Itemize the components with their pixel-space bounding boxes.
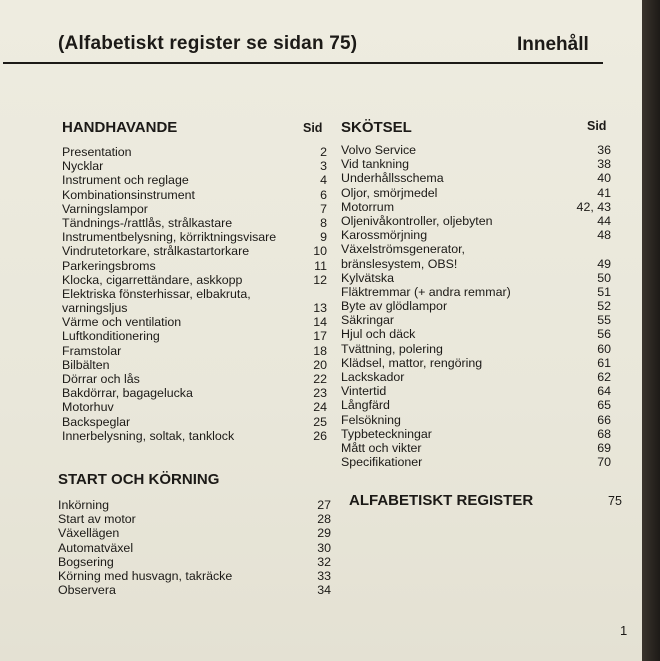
toc-entry <box>341 214 611 228</box>
toc-entry-label: Varningslampor <box>62 201 148 216</box>
sid-header-left: Sid <box>303 121 323 135</box>
toc-entry <box>341 313 611 327</box>
toc-entry-label: Oljor, smörjmedel <box>341 185 438 200</box>
toc-entry-label: Långfärd <box>341 398 390 413</box>
toc-entry-label: Instrument och reglage <box>62 173 189 188</box>
toc-entry-page: 29 <box>317 526 331 541</box>
toc-entry-label: Kombinationsinstrument <box>62 187 195 202</box>
toc-entry <box>341 285 611 299</box>
toc-entry-page: 52 <box>597 299 611 314</box>
toc-entry-page: 62 <box>597 370 611 385</box>
toc-entry-label: Backspeglar <box>62 414 131 429</box>
toc-entry-page: 70 <box>597 455 611 470</box>
toc-entry <box>62 145 327 159</box>
section-title-start: START OCH KÖRNING <box>58 471 220 488</box>
toc-entry-label: Klädsel, mattor, rengöring <box>341 355 483 370</box>
toc-entry <box>62 173 327 187</box>
toc-entry-label: Körning med husvagn, takräcke <box>58 568 233 583</box>
toc-entry <box>341 242 611 270</box>
toc-entry-label: Bilbälten <box>62 357 110 372</box>
toc-entry-label: Tvättning, polering <box>341 341 443 356</box>
toc-entry-page: 44 <box>597 213 611 228</box>
toc-list-skotsel <box>341 143 611 469</box>
toc-entry-label: Vindrutetorkare, strålkastartorkare <box>62 244 250 259</box>
page-number: 1 <box>620 623 628 638</box>
toc-entry-page: 24 <box>313 400 327 415</box>
toc-entry-label: Innerbelysning, soltak, tanklock <box>62 428 235 443</box>
toc-entry-page: 8 <box>320 215 327 230</box>
toc-entry-label: Dörrar och lås <box>62 372 140 387</box>
toc-entry <box>62 259 327 273</box>
toc-entry <box>62 315 327 329</box>
toc-entry-label: Framstolar <box>62 343 122 358</box>
toc-entry-page: 7 <box>320 201 327 216</box>
toc-entry-page: 20 <box>313 357 327 372</box>
toc-entry-page: 30 <box>317 540 331 555</box>
toc-entry-label: Bogsering <box>58 554 114 569</box>
toc-entry <box>62 400 327 414</box>
toc-entry-page: 17 <box>313 329 327 344</box>
toc-entry <box>341 200 611 214</box>
toc-entry <box>62 386 327 400</box>
toc-entry <box>58 541 331 555</box>
toc-entry-label: Instrumentbelysning, körriktningsvisare <box>62 230 277 245</box>
section-title-handhavande: HANDHAVANDE <box>62 119 178 136</box>
toc-entry-label: Hjul och däck <box>341 327 416 342</box>
toc-entry <box>341 398 611 412</box>
toc-entry-page: 33 <box>317 568 331 583</box>
toc-entry-label: Mått och vikter <box>341 440 422 455</box>
toc-entry <box>58 526 331 540</box>
toc-entry-label: Vid tankning <box>341 157 409 172</box>
toc-entry-label: Elektriska fönsterhissar, elbakruta, varningsljus <box>62 286 251 316</box>
toc-entry-page: 64 <box>597 384 611 399</box>
toc-entry-page: 12 <box>313 272 327 287</box>
toc-entry-page: 3 <box>320 159 327 174</box>
toc-list-handhavande <box>62 145 327 443</box>
toc-entry-page: 36 <box>597 143 611 157</box>
toc-entry <box>341 370 611 384</box>
toc-entry-page: 4 <box>320 173 327 188</box>
toc-entry <box>62 230 327 244</box>
toc-entry-page: 26 <box>313 428 327 443</box>
toc-entry-page: 50 <box>597 270 611 285</box>
toc-entry-label: Motorhuv <box>62 400 114 415</box>
background-edge <box>642 0 660 661</box>
toc-entry <box>62 429 327 443</box>
toc-entry <box>341 441 611 455</box>
toc-entry-label: Karossmörjning <box>341 228 428 243</box>
toc-entry-page: 69 <box>597 440 611 455</box>
toc-entry-label: Felsökning <box>341 412 401 427</box>
toc-entry-label: Växelströmsgenerator, bränslesystem, OBS! <box>341 242 465 271</box>
toc-entry-label: Parkeringsbroms <box>62 258 156 273</box>
toc-entry-page: 2 <box>320 145 327 159</box>
toc-entry <box>341 186 611 200</box>
toc-entry <box>62 244 327 258</box>
toc-entry <box>341 384 611 398</box>
toc-entry <box>58 583 331 597</box>
toc-entry-page: 28 <box>317 512 331 527</box>
toc-entry-page: 32 <box>317 554 331 569</box>
toc-entry-page: 13 <box>313 301 327 316</box>
toc-entry-label: Luftkonditionering <box>62 329 160 344</box>
toc-entry-label: Oljenivåkontroller, oljebyten <box>341 213 493 228</box>
contents-heading: Innehåll <box>517 34 589 55</box>
toc-entry-label: Bakdörrar, bagagelucka <box>62 386 193 401</box>
toc-entry <box>58 498 331 512</box>
toc-entry <box>341 271 611 285</box>
register-page-number: 75 <box>608 494 622 508</box>
toc-entry-page: 56 <box>597 327 611 342</box>
toc-entry <box>62 372 327 386</box>
toc-entry <box>341 427 611 441</box>
toc-entry-label: Växellägen <box>58 526 120 541</box>
toc-entry-page: 66 <box>597 412 611 427</box>
toc-entry-page: 51 <box>597 284 611 299</box>
toc-entry-label: Nycklar <box>62 159 104 174</box>
toc-entry-page: 68 <box>597 426 611 441</box>
toc-entry-label: Underhållsschema <box>341 171 444 186</box>
toc-entry-page: 18 <box>313 343 327 358</box>
toc-entry <box>62 329 327 343</box>
toc-entry <box>62 159 327 173</box>
toc-entry-page: 60 <box>597 341 611 356</box>
toc-entry <box>62 415 327 429</box>
toc-entry <box>341 356 611 370</box>
toc-entry-page: 14 <box>313 315 327 330</box>
section-title-register: ALFABETISKT REGISTER <box>349 492 534 509</box>
toc-entry-page: 38 <box>597 157 611 172</box>
section-title-skotsel: SKÖTSEL <box>341 119 412 136</box>
toc-entry-page: 23 <box>313 386 327 401</box>
toc-entry-page: 49 <box>597 256 611 271</box>
toc-entry-label: Presentation <box>62 145 132 159</box>
toc-entry-page: 65 <box>597 398 611 413</box>
toc-entry-label: Start av motor <box>58 512 136 527</box>
toc-entry-page: 41 <box>597 185 611 200</box>
toc-entry-label: Fläktremmar (+ andra remmar) <box>341 284 511 299</box>
toc-entry-label: Typbeteckningar <box>341 426 432 441</box>
toc-entry <box>62 216 327 230</box>
toc-entry <box>341 157 611 171</box>
toc-entry <box>341 455 611 469</box>
sid-header-right: Sid <box>587 119 607 133</box>
toc-entry-label: Motorrum <box>341 199 395 214</box>
toc-list-start <box>58 498 331 597</box>
toc-entry-label: Volvo Service <box>341 143 417 157</box>
toc-entry-label: Klocka, cigarrettändare, askkopp <box>62 272 243 287</box>
toc-entry-page: 25 <box>313 414 327 429</box>
toc-entry-label: Inkörning <box>58 498 109 512</box>
toc-entry <box>62 287 327 315</box>
toc-entry <box>58 555 331 569</box>
toc-entry-label: Tändnings-/rattlås, strålkastare <box>62 215 233 230</box>
toc-entry-page: 42, 43 <box>576 199 611 214</box>
toc-entry <box>62 273 327 287</box>
toc-entry-page: 40 <box>597 171 611 186</box>
toc-entry-label: Observera <box>58 583 116 598</box>
toc-entry-page: 9 <box>320 230 327 245</box>
toc-entry-page: 48 <box>597 228 611 243</box>
toc-entry <box>341 143 611 157</box>
toc-entry-page: 22 <box>313 372 327 387</box>
toc-entry <box>341 299 611 313</box>
toc-entry-page: 55 <box>597 313 611 328</box>
toc-entry <box>341 327 611 341</box>
toc-entry-page: 61 <box>597 355 611 370</box>
toc-entry <box>62 358 327 372</box>
toc-entry-label: Lackskador <box>341 370 405 385</box>
toc-entry-label: Värme och ventilation <box>62 315 182 330</box>
toc-entry <box>62 188 327 202</box>
toc-entry-label: Specifikationer <box>341 455 423 470</box>
toc-entry-page: 10 <box>313 244 327 259</box>
toc-entry-page: 27 <box>317 498 331 512</box>
toc-entry <box>341 342 611 356</box>
toc-entry-page: 6 <box>320 187 327 202</box>
toc-entry-label: Automatväxel <box>58 540 134 555</box>
toc-entry-page: 34 <box>317 583 331 598</box>
toc-entry <box>62 344 327 358</box>
toc-entry-label: Vintertid <box>341 384 387 399</box>
toc-entry-page: 11 <box>314 258 327 273</box>
toc-entry-label: Byte av glödlampor <box>341 299 448 314</box>
toc-entry <box>58 569 331 583</box>
toc-entry <box>341 171 611 185</box>
toc-entry <box>341 228 611 242</box>
toc-entry-label: Säkringar <box>341 313 395 328</box>
toc-entry-label: Kylvätska <box>341 270 395 285</box>
header-rule <box>3 62 603 64</box>
toc-entry <box>62 202 327 216</box>
register-reference-heading: (Alfabetiskt register se sidan 75) <box>58 33 358 54</box>
toc-entry <box>58 512 331 526</box>
toc-entry <box>341 413 611 427</box>
